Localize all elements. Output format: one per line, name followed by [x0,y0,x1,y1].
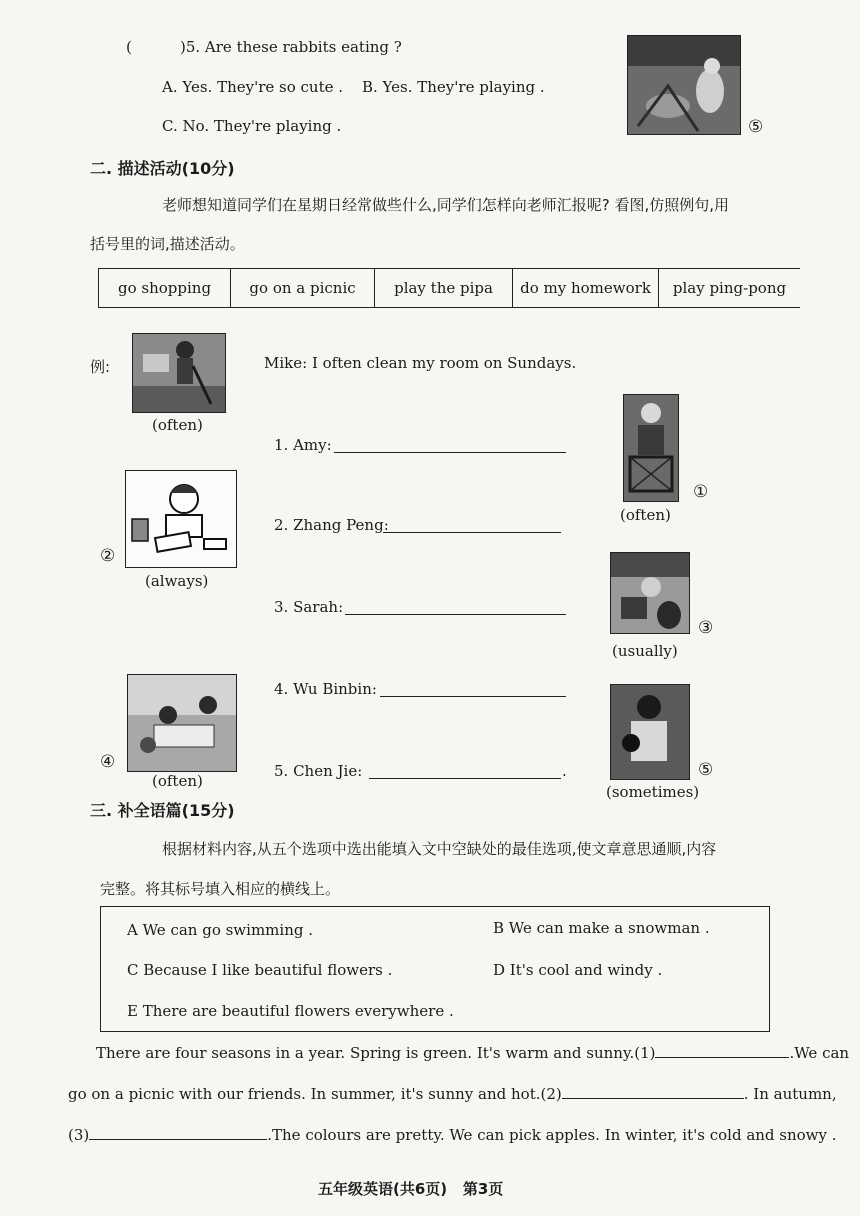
item4-answer-blank[interactable] [380,696,566,697]
option-a: A We can go swimming . [127,921,313,939]
item1-answer-blank[interactable] [334,452,566,453]
example-frequency: (often) [152,416,203,434]
item2-number: ② [100,546,116,566]
passage-line3-text-b: .The colours are pretty. We can pick apples. In winter, it's cold and snowy . [267,1126,837,1144]
item4-prompt: 4. Wu Binbin: [274,680,377,698]
passage-line2-text-a: go on a picnic with our friends. In summer, it's sunny and hot.(2) [68,1085,562,1103]
item3-answer-blank[interactable] [345,614,566,615]
item3-picture-pipa [610,552,690,634]
section2-title: 二. 描述活动(10分) [90,159,235,178]
phrase-do-my-homework: do my homework [513,269,659,307]
q5-option-c: C. No. They're playing . [162,117,342,135]
page-footer: 五年级英语(共6页) 第3页 [318,1180,504,1198]
item2-prompt: 2. Zhang Peng: [274,516,389,534]
passage-line1-text-a: There are four seasons in a year. Spring is green. It's warm and sunny.(1) [96,1044,656,1062]
item5-answer-blank[interactable] [369,778,561,779]
item1-prompt: 1. Amy: [274,436,332,454]
item3-prompt: 3. Sarah: [274,598,344,616]
example-sentence: Mike: I often clean my room on Sundays. [264,354,577,372]
item5-frequency: (sometimes) [606,783,700,801]
item3-frequency: (usually) [612,642,678,660]
item2-picture-homework [125,470,237,568]
item5-trailing-period: . [562,762,567,780]
item4-frequency: (often) [152,772,203,790]
example-picture-cleaning [132,333,226,413]
item4-number: ④ [100,752,116,772]
item1-frequency: (often) [620,506,671,524]
option-c: C Because I like beautiful flowers . [127,961,393,979]
phrase-play-ping-pong: play ping-pong [672,279,787,297]
section3-title: 三. 补全语篇(15分) [90,801,235,820]
passage-line3-text-a: (3) [68,1126,90,1144]
item2-frequency: (always) [145,572,209,590]
section2-instruction-line1: 老师想知道同学们在星期日经常做些什么,同学们怎样向老师汇报呢? 看图,仿照例句,用 [162,196,730,214]
q5-paren-open: ( [126,38,132,56]
phrase-go-shopping: go shopping [99,269,231,307]
options-box [100,906,770,1032]
q5-pic-number: ⑤ [748,117,764,137]
rabbits-photo [627,35,741,135]
q5-stem: )5. Are these rabbits eating ? [180,38,402,56]
passage-line2-text-b: . In autumn, [743,1085,837,1103]
phrase-go-on-a-picnic: go on a picnic [231,269,375,307]
section3-instruction-line1: 根据材料内容,从五个选项中选出能填入文中空缺处的最佳选项,使文章意思通顺,内容 [162,840,717,858]
q5-option-b: B. Yes. They're playing . [362,78,545,96]
option-e: E There are beautiful flowers everywhere . [127,1002,454,1020]
item5-prompt: 5. Chen Jie: [274,762,363,780]
passage-blank-1[interactable] [655,1057,789,1058]
option-b: B We can make a snowman . [493,919,710,937]
item1-picture-shopping [623,394,679,502]
item5-number: ⑤ [698,760,714,780]
item2-answer-blank[interactable] [383,532,561,533]
item3-number: ③ [698,618,714,638]
passage-line1-text-b: .We can [789,1044,850,1062]
passage-blank-3[interactable] [89,1139,267,1140]
option-d: D It's cool and windy . [493,961,663,979]
example-label: 例: [90,358,111,376]
item1-number: ① [693,482,709,502]
item4-picture-picnic [127,674,237,772]
item5-picture-ping-pong [610,684,690,780]
q5-option-a: A. Yes. They're so cute . [162,78,344,96]
passage-blank-2[interactable] [562,1098,744,1099]
passage-line1 [96,1044,849,1062]
section2-instruction-line2: 括号里的词,描述活动。 [90,235,245,253]
passage-line3 [68,1126,837,1144]
passage-line2 [68,1085,837,1103]
phrase-table [98,268,800,308]
section3-instruction-line2: 完整。将其标号填入相应的横线上。 [100,880,341,898]
phrase-play-the-pipa: play the pipa [375,269,513,307]
